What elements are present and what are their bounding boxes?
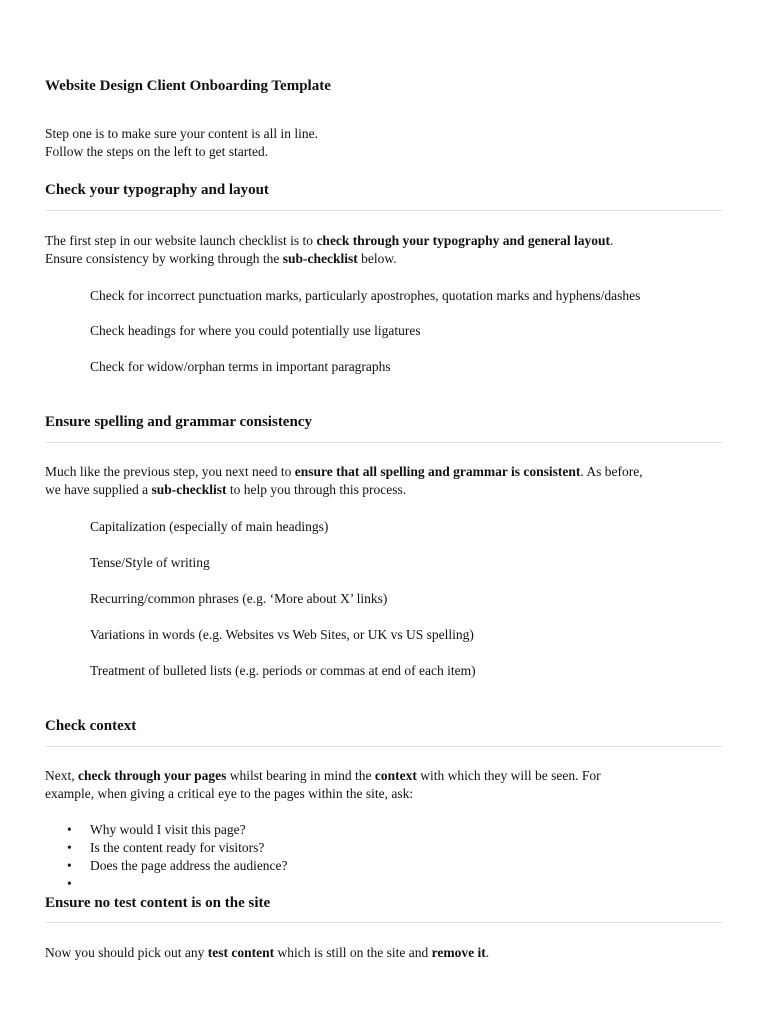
sub-checklist-item: Check for incorrect punctuation marks, particularly apostrophes, quotation marks and hyphens/dashes: [90, 288, 641, 303]
emphasis-text: check through your typography and general layout: [316, 233, 610, 248]
section-paragraph-typography: [45, 232, 723, 268]
paragraph-text: whilst bearing in mind the: [226, 768, 375, 783]
paragraph-text: Now you should pick out any: [45, 945, 208, 960]
section-heading-spelling: Ensure spelling and grammar consistency: [45, 414, 312, 430]
paragraph-text: .: [609, 233, 614, 248]
emphasis-text: sub-checklist: [151, 482, 227, 497]
paragraph-text: Next,: [45, 768, 78, 783]
emphasis-text: sub-checklist: [282, 251, 358, 266]
section-heading-typography: Check your typography and layout: [45, 182, 269, 198]
list-item: • Why would I visit this page?: [45, 821, 288, 839]
section-heading-test-content: Ensure no test content is on the site: [45, 895, 271, 911]
paragraph-text: example, when giving a critical eye to the pages within the site, ask:: [45, 786, 414, 801]
paragraph-text: to help you through this process.: [226, 482, 407, 497]
section-divider: [45, 210, 723, 211]
sub-checklist-item: Capitalization (especially of main headings): [90, 519, 329, 534]
sub-checklist-item: Tense/Style of writing: [90, 555, 210, 570]
emphasis-text: check through your pages: [78, 768, 227, 783]
emphasis-text: remove it: [431, 945, 486, 960]
paragraph-text: .: [485, 945, 490, 960]
paragraph-text: . As before,: [580, 464, 643, 479]
section-paragraph-context: [45, 767, 723, 803]
list-item: • Does the page address the audience?: [45, 857, 288, 875]
list-item: • Is the content ready for visitors?: [45, 839, 288, 857]
intro-paragraph: [45, 125, 723, 161]
sub-checklist-item: Treatment of bulleted lists (e.g. periods or commas at end of each item): [90, 663, 476, 678]
sub-checklist-item: Check for widow/orphan terms in important paragraphs: [90, 359, 391, 374]
emphasis-text: ensure that all spelling and grammar is consistent: [294, 464, 581, 479]
paragraph-text: The first step in our website launch checklist is to: [45, 233, 317, 248]
intro-line-1: Step one is to make sure your content is all in line.: [45, 126, 318, 141]
paragraph-text: with which they will be seen. For: [416, 768, 601, 783]
section-paragraph-test-content: [45, 944, 723, 962]
list-item: [45, 875, 288, 893]
emphasis-text: context: [374, 768, 417, 783]
emphasis-text: test content: [207, 945, 275, 960]
section-heading-context: Check context: [45, 718, 137, 734]
paragraph-text: below.: [357, 251, 397, 266]
paragraph-text: Ensure consistency by working through the: [45, 251, 283, 266]
paragraph-text: which is still on the site and: [274, 945, 432, 960]
sub-checklist-item: Variations in words (e.g. Websites vs Web Sites, or UK vs US spelling): [90, 627, 474, 642]
section-divider: [45, 442, 723, 443]
sub-checklist-item: Recurring/common phrases (e.g. ‘More about X’ links): [90, 591, 388, 606]
section-divider: [45, 746, 723, 747]
section-divider: [45, 922, 723, 923]
context-question-list: [45, 821, 288, 893]
section-paragraph-spelling: [45, 463, 723, 499]
document-title: Website Design Client Onboarding Template: [45, 78, 331, 94]
paragraph-text: we have supplied a: [45, 482, 152, 497]
intro-line-2: Follow the steps on the left to get started.: [45, 144, 269, 159]
sub-checklist-item: Check headings for where you could potentially use ligatures: [90, 323, 421, 338]
paragraph-text: Much like the previous step, you next need to: [45, 464, 295, 479]
